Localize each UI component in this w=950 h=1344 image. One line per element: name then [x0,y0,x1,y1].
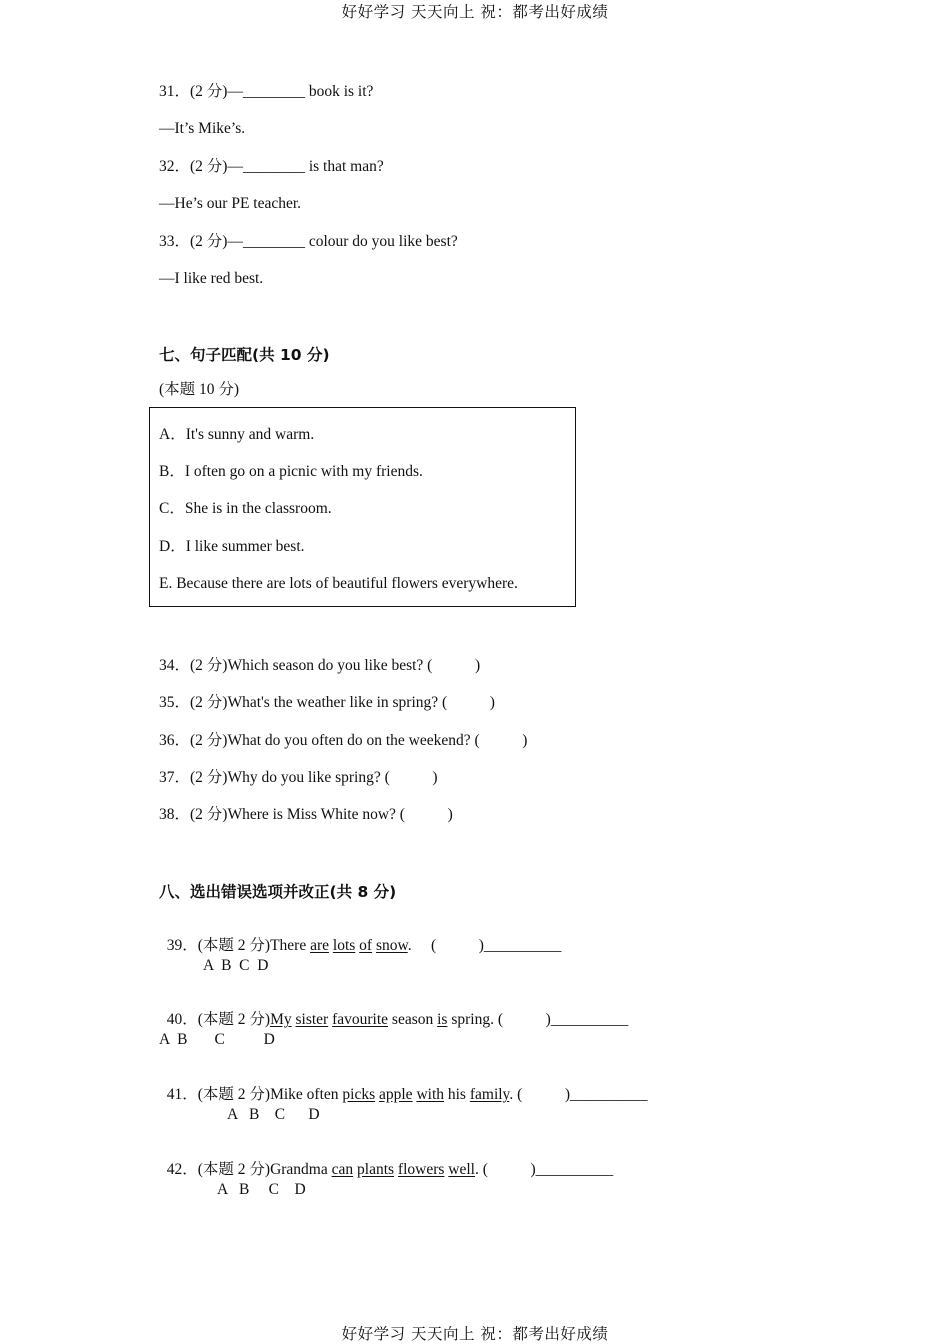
q41-prefix: 41．(本题 2 分)Mike often [166,1086,343,1103]
option-c: C．She is in the classroom. [159,500,332,517]
question-37: 37．(2 分)Why do you like spring? ( ) [159,769,438,786]
q39-word-d: snow [375,937,408,954]
question-39 [159,919,561,955]
q40-prefix: 40．(本题 2 分) [166,1011,271,1028]
q41-word-a: picks [342,1086,376,1103]
q39-word-c: of [359,937,373,954]
q42-prefix: 42．(本题 2 分)Grandma [166,1161,332,1178]
q39-prefix: 39．(本题 2 分)There [166,937,311,954]
option-d: D．I like summer best. [159,538,305,555]
answer-33: —I like red best. [159,270,264,287]
q39-word-b: lots [332,937,356,954]
question-36: 36．(2 分)What do you often do on the weekend? ( ) [159,732,528,749]
answer-32: —He’s our PE teacher. [159,195,302,212]
section-8-title: 八、选出错误选项并改正(共 8 分) [159,883,397,901]
q40-mid: season [388,1011,438,1028]
q42-word-b: plants [357,1161,395,1178]
question-38: 38．(2 分)Where is Miss White now? ( ) [159,806,453,823]
q41-word-c: with [416,1086,444,1103]
q42-option-letters: A B C D [217,1181,306,1198]
question-41 [159,1068,648,1104]
q41-mid: his [444,1086,470,1103]
q42-word-c: flowers [397,1161,445,1178]
option-e: E. Because there are lots of beautiful flowers everywhere. [159,575,518,592]
q39-suffix: . ( )__________ [407,937,562,954]
option-b: B．I often go on a picnic with my friends. [159,463,423,480]
q42-word-d: well [448,1161,475,1178]
q42-word-a: can [331,1161,354,1178]
q41-option-letters: A B C D [227,1106,320,1123]
page-header: 好好学习 天天向上 祝：都考出好成绩 [341,3,609,21]
question-40 [159,993,628,1029]
q40-suffix: spring. ( )__________ [447,1011,629,1028]
q42-suffix: . ( )__________ [474,1161,614,1178]
q41-suffix: . ( )__________ [509,1086,648,1103]
answer-31: —It’s Mike’s. [159,120,246,137]
page-footer: 好好学习 天天向上 祝：都考出好成绩 [341,1325,609,1343]
q40-option-letters: A B C D [159,1031,275,1048]
question-34: 34．(2 分)Which season do you like best? ( ) [159,657,481,674]
option-a: A．It's sunny and warm. [159,426,315,443]
question-31: 31．(2 分)—________ book is it? [159,83,374,100]
q40-word-d: is [437,1011,448,1028]
section-7-title: 七、句子匹配(共 10 分) [159,346,330,364]
question-32: 32．(2 分)—________ is that man? [159,158,384,175]
q40-word-c: favourite [332,1011,389,1028]
q39-option-letters: A B C D [203,957,269,974]
q40-word-a: My [270,1011,292,1028]
q41-word-b: apple [378,1086,413,1103]
question-35: 35．(2 分)What's the weather like in spring? ( ) [159,694,495,711]
section-7-note: (本题 10 分) [159,381,240,398]
q39-word-a: are [310,937,330,954]
q41-word-d: family [469,1086,510,1103]
question-42 [159,1143,613,1179]
question-33: 33．(2 分)—________ colour do you like best? [159,233,458,250]
q40-word-b: sister [295,1011,329,1028]
